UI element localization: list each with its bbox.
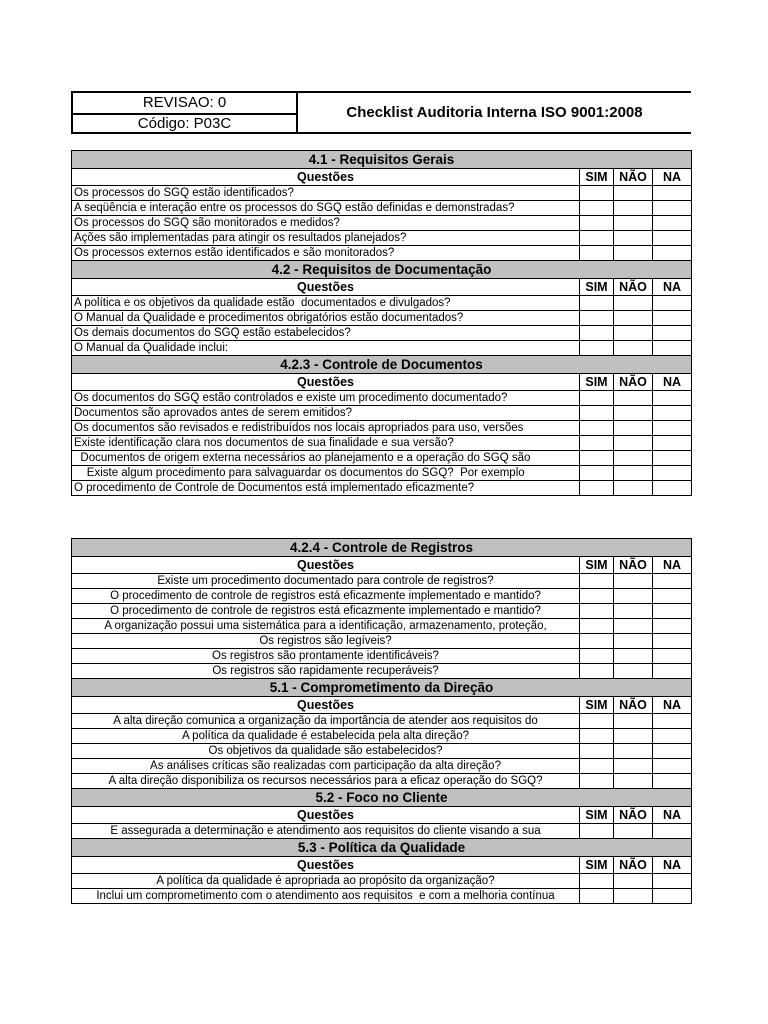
question-row (72, 246, 692, 261)
answer-cell-na[interactable] (653, 774, 692, 789)
section-header-4-1-requisitos-gerais (72, 151, 692, 169)
question-row (72, 216, 692, 231)
answer-cell-sim[interactable] (580, 421, 614, 436)
answer-cell-na[interactable] (653, 451, 692, 466)
na-column-header: NA (653, 697, 692, 714)
document-header (71, 91, 691, 134)
nao-column-header: NÃO (614, 557, 653, 574)
answer-cell-sim[interactable] (580, 231, 614, 246)
answer-cell-sim[interactable] (580, 664, 614, 679)
answer-cell-na[interactable] (653, 634, 692, 649)
question-text: A alta direção disponibiliza os recursos necessários para a eficaz operação do SGQ? (72, 774, 580, 789)
question-row (72, 714, 692, 729)
question-row (72, 874, 692, 889)
question-row (72, 311, 692, 326)
answer-cell-sim[interactable] (580, 714, 614, 729)
answer-cell-sim[interactable] (580, 574, 614, 589)
question-row (72, 649, 692, 664)
answer-cell-nao[interactable] (614, 824, 653, 839)
question-text: Os objetivos da qualidade são estabelecidos? (72, 744, 580, 759)
answer-cell-sim[interactable] (580, 341, 614, 356)
questions-column-header: Questões (72, 857, 580, 874)
answer-cell-nao[interactable] (614, 341, 653, 356)
question-text: Existe um procedimento documentado para controle de registros? (72, 574, 580, 589)
question-row (72, 634, 692, 649)
answer-cell-sim[interactable] (580, 436, 614, 451)
nao-column-header: NÃO (614, 697, 653, 714)
question-row (72, 589, 692, 604)
answer-cell-sim[interactable] (580, 634, 614, 649)
answer-cell-na[interactable] (653, 744, 692, 759)
section-header-4-2-3-controle-de-documentos (72, 356, 692, 374)
checklist-table-1 (71, 150, 692, 496)
answer-cell-na[interactable] (653, 231, 692, 246)
question-row (72, 201, 692, 216)
na-column-header: NA (653, 169, 692, 186)
answer-cell-nao[interactable] (614, 451, 653, 466)
na-column-header: NA (653, 807, 692, 824)
column-header-row (72, 557, 692, 574)
answer-cell-nao[interactable] (614, 634, 653, 649)
column-header-row (72, 697, 692, 714)
answer-cell-sim[interactable] (580, 246, 614, 261)
answer-cell-nao[interactable] (614, 406, 653, 421)
na-column-header: NA (653, 279, 692, 296)
questions-column-header: Questões (72, 807, 580, 824)
answer-cell-sim[interactable] (580, 451, 614, 466)
header-meta (73, 93, 298, 132)
questions-column-header: Questões (72, 697, 580, 714)
answer-cell-sim[interactable] (580, 481, 614, 496)
question-row (72, 451, 692, 466)
answer-cell-nao[interactable] (614, 231, 653, 246)
question-text: Ações são implementadas para atingir os resultados planejados? (72, 231, 580, 246)
answer-cell-na[interactable] (653, 201, 692, 216)
answer-cell-nao[interactable] (614, 296, 653, 311)
answer-cell-na[interactable] (653, 466, 692, 481)
answer-cell-sim[interactable] (580, 824, 614, 839)
answer-cell-nao[interactable] (614, 216, 653, 231)
answer-cell-na[interactable] (653, 246, 692, 261)
nao-column-header: NÃO (614, 374, 653, 391)
answer-cell-nao[interactable] (614, 589, 653, 604)
question-row (72, 466, 692, 481)
question-row (72, 296, 692, 311)
revision-label: REVISAO: 0 (142, 94, 227, 112)
nao-column-header: NÃO (614, 807, 653, 824)
sim-column-header: SIM (580, 374, 614, 391)
answer-cell-na[interactable] (653, 436, 692, 451)
question-text: Os registros são legíveis? (72, 634, 580, 649)
answer-cell-nao[interactable] (614, 481, 653, 496)
question-text: A seqüência e interação entre os processos do SGQ estão definidas e demonstradas? (72, 201, 580, 216)
answer-cell-sim[interactable] (580, 406, 614, 421)
answer-cell-nao[interactable] (614, 874, 653, 889)
document-title: Checklist Auditoria Interna ISO 9001:2008 (346, 104, 643, 121)
question-text: Inclui um comprometimento com o atendimento aos requisitos e com a melhoria contínua (72, 889, 580, 904)
sim-column-header: SIM (580, 557, 614, 574)
answer-cell-na[interactable] (653, 481, 692, 496)
answer-cell-sim[interactable] (580, 186, 614, 201)
column-header-row (72, 807, 692, 824)
answer-cell-nao[interactable] (614, 729, 653, 744)
question-row (72, 744, 692, 759)
na-column-header: NA (653, 374, 692, 391)
answer-cell-na[interactable] (653, 824, 692, 839)
answer-cell-sim[interactable] (580, 466, 614, 481)
question-text: Documentos de origem externa necessários ao planejamento e a operação do SGQ são (72, 451, 580, 466)
answer-cell-na[interactable] (653, 311, 692, 326)
sim-column-header: SIM (580, 279, 614, 296)
answer-cell-na[interactable] (653, 341, 692, 356)
answer-cell-nao[interactable] (614, 436, 653, 451)
code-label: Código: P03C (73, 113, 296, 133)
question-row (72, 231, 692, 246)
section-header-5-2-foco-no-cliente (72, 789, 692, 807)
question-text: O Manual da Qualidade inclui: (72, 341, 580, 356)
answer-cell-nao[interactable] (614, 744, 653, 759)
answer-cell-na[interactable] (653, 889, 692, 904)
column-header-row (72, 279, 692, 296)
answer-cell-na[interactable] (653, 759, 692, 774)
section-title: 4.2.3 - Controle de Documentos (72, 356, 692, 374)
answer-cell-nao[interactable] (614, 421, 653, 436)
column-header-row (72, 169, 692, 186)
nao-column-header: NÃO (614, 857, 653, 874)
question-row (72, 574, 692, 589)
answer-cell-na[interactable] (653, 326, 692, 341)
question-text: Os registros são rapidamente recuperáveis? (72, 664, 580, 679)
question-text: Os processos do SGQ estão identificados? (72, 186, 580, 201)
answer-cell-sim[interactable] (580, 744, 614, 759)
answer-cell-nao[interactable] (614, 604, 653, 619)
section-title: 4.2.4 - Controle de Registros (72, 539, 692, 557)
answer-cell-nao[interactable] (614, 246, 653, 261)
answer-cell-sim[interactable] (580, 619, 614, 634)
question-text: Os processos externos estão identificados e são monitorados? (72, 246, 580, 261)
question-text: A alta direção comunica a organização da importância de atender aos requisitos do (72, 714, 580, 729)
answer-cell-sim[interactable] (580, 874, 614, 889)
answer-cell-nao[interactable] (614, 664, 653, 679)
question-text: O Manual da Qualidade e procedimentos obrigatórios estão documentados? (72, 311, 580, 326)
answer-cell-na[interactable] (653, 296, 692, 311)
answer-cell-sim[interactable] (580, 729, 614, 744)
na-column-header: NA (653, 857, 692, 874)
question-row (72, 619, 692, 634)
answer-cell-sim[interactable] (580, 589, 614, 604)
answer-cell-na[interactable] (653, 649, 692, 664)
question-text: Os documentos são revisados e redistribuídos nos locais apropriados para uso, versões (72, 421, 580, 436)
question-row (72, 824, 692, 839)
answer-cell-na[interactable] (653, 216, 692, 231)
answer-cell-sim[interactable] (580, 216, 614, 231)
nao-column-header: NÃO (614, 169, 653, 186)
question-row (72, 759, 692, 774)
sim-column-header: SIM (580, 807, 614, 824)
answer-cell-na[interactable] (653, 589, 692, 604)
answer-cell-na[interactable] (653, 391, 692, 406)
section-header-4-2-requisitos-de-documentacao (72, 261, 692, 279)
answer-cell-nao[interactable] (614, 201, 653, 216)
question-row (72, 481, 692, 496)
answer-cell-nao[interactable] (614, 714, 653, 729)
question-text: Existe algum procedimento para salvaguardar os documentos do SGQ? Por exemplo (72, 466, 580, 481)
question-row (72, 774, 692, 789)
question-text: A organização possui uma sistemática para a identificação, armazenamento, proteção, (72, 619, 580, 634)
answer-cell-na[interactable] (653, 664, 692, 679)
answer-cell-nao[interactable] (614, 311, 653, 326)
answer-cell-nao[interactable] (614, 649, 653, 664)
answer-cell-nao[interactable] (614, 889, 653, 904)
answer-cell-nao[interactable] (614, 774, 653, 789)
question-text: O procedimento de controle de registros está eficazmente implementado e mantido? (72, 589, 580, 604)
answer-cell-nao[interactable] (614, 391, 653, 406)
answer-cell-na[interactable] (653, 729, 692, 744)
questions-column-header: Questões (72, 557, 580, 574)
section-title: 4.2 - Requisitos de Documentação (72, 261, 692, 279)
answer-cell-na[interactable] (653, 714, 692, 729)
question-text: E assegurada a determinação e atendimento aos requisitos do cliente visando a sua (72, 824, 580, 839)
question-text: Os processos do SGQ são monitorados e medidos? (72, 216, 580, 231)
questions-column-header: Questões (72, 279, 580, 296)
answer-cell-sim[interactable] (580, 759, 614, 774)
answer-cell-na[interactable] (653, 406, 692, 421)
question-row (72, 406, 692, 421)
question-text: As análises críticas são realizadas com participação da alta direção? (72, 759, 580, 774)
answer-cell-na[interactable] (653, 421, 692, 436)
answer-cell-na[interactable] (653, 574, 692, 589)
checklist-table-2 (71, 538, 692, 904)
answer-cell-sim[interactable] (580, 391, 614, 406)
question-text: Os documentos do SGQ estão controlados e existe um procedimento documentado? (72, 391, 580, 406)
question-row (72, 889, 692, 904)
question-text: A política da qualidade é estabelecida pela alta direção? (72, 729, 580, 744)
section-title: 5.3 - Política da Qualidade (72, 839, 692, 857)
question-text: Documentos são aprovados antes de serem emitidos? (72, 406, 580, 421)
question-row (72, 604, 692, 619)
section-title: 5.2 - Foco no Cliente (72, 789, 692, 807)
section-title: 5.1 - Comprometimento da Direção (72, 679, 692, 697)
answer-cell-nao[interactable] (614, 326, 653, 341)
answer-cell-sim[interactable] (580, 311, 614, 326)
question-row (72, 421, 692, 436)
section-header-5-1-comprometimento-da-direcao (72, 679, 692, 697)
section-title: 4.1 - Requisitos Gerais (72, 151, 692, 169)
question-row (72, 391, 692, 406)
section-header-4-2-4-controle-de-registros (72, 539, 692, 557)
sim-column-header: SIM (580, 169, 614, 186)
answer-cell-nao[interactable] (614, 466, 653, 481)
answer-cell-sim[interactable] (580, 649, 614, 664)
question-row (72, 729, 692, 744)
question-text: O procedimento de Controle de Documentos está implementado eficazmente? (72, 481, 580, 496)
question-row (72, 186, 692, 201)
answer-cell-nao[interactable] (614, 574, 653, 589)
questions-column-header: Questões (72, 374, 580, 391)
answer-cell-sim[interactable] (580, 889, 614, 904)
answer-cell-sim[interactable] (580, 326, 614, 341)
question-row (72, 664, 692, 679)
sim-column-header: SIM (580, 857, 614, 874)
answer-cell-na[interactable] (653, 619, 692, 634)
answer-cell-sim[interactable] (580, 604, 614, 619)
section-header-5-3-politica-da-qualidade (72, 839, 692, 857)
column-header-row (72, 857, 692, 874)
sim-column-header: SIM (580, 697, 614, 714)
question-text: A política da qualidade é apropriada ao propósito da organização? (72, 874, 580, 889)
column-header-row (72, 374, 692, 391)
answer-cell-nao[interactable] (614, 759, 653, 774)
question-text: Os demais documentos do SGQ estão estabelecidos? (72, 326, 580, 341)
question-text: Existe identificação clara nos documentos de sua finalidade e sua versão? (72, 436, 580, 451)
answer-cell-sim[interactable] (580, 296, 614, 311)
question-text: A política e os objetivos da qualidade estão documentados e divulgados? (72, 296, 580, 311)
question-row (72, 326, 692, 341)
answer-cell-na[interactable] (653, 874, 692, 889)
answer-cell-na[interactable] (653, 186, 692, 201)
nao-column-header: NÃO (614, 279, 653, 296)
answer-cell-sim[interactable] (580, 201, 614, 216)
na-column-header: NA (653, 557, 692, 574)
answer-cell-nao[interactable] (614, 186, 653, 201)
question-row (72, 341, 692, 356)
answer-cell-sim[interactable] (580, 774, 614, 789)
questions-column-header: Questões (72, 169, 580, 186)
question-text: O procedimento de controle de registros está eficazmente implementado e mantido? (72, 604, 580, 619)
question-text: Os registros são prontamente identificáveis? (72, 649, 580, 664)
answer-cell-nao[interactable] (614, 619, 653, 634)
question-row (72, 436, 692, 451)
answer-cell-na[interactable] (653, 604, 692, 619)
